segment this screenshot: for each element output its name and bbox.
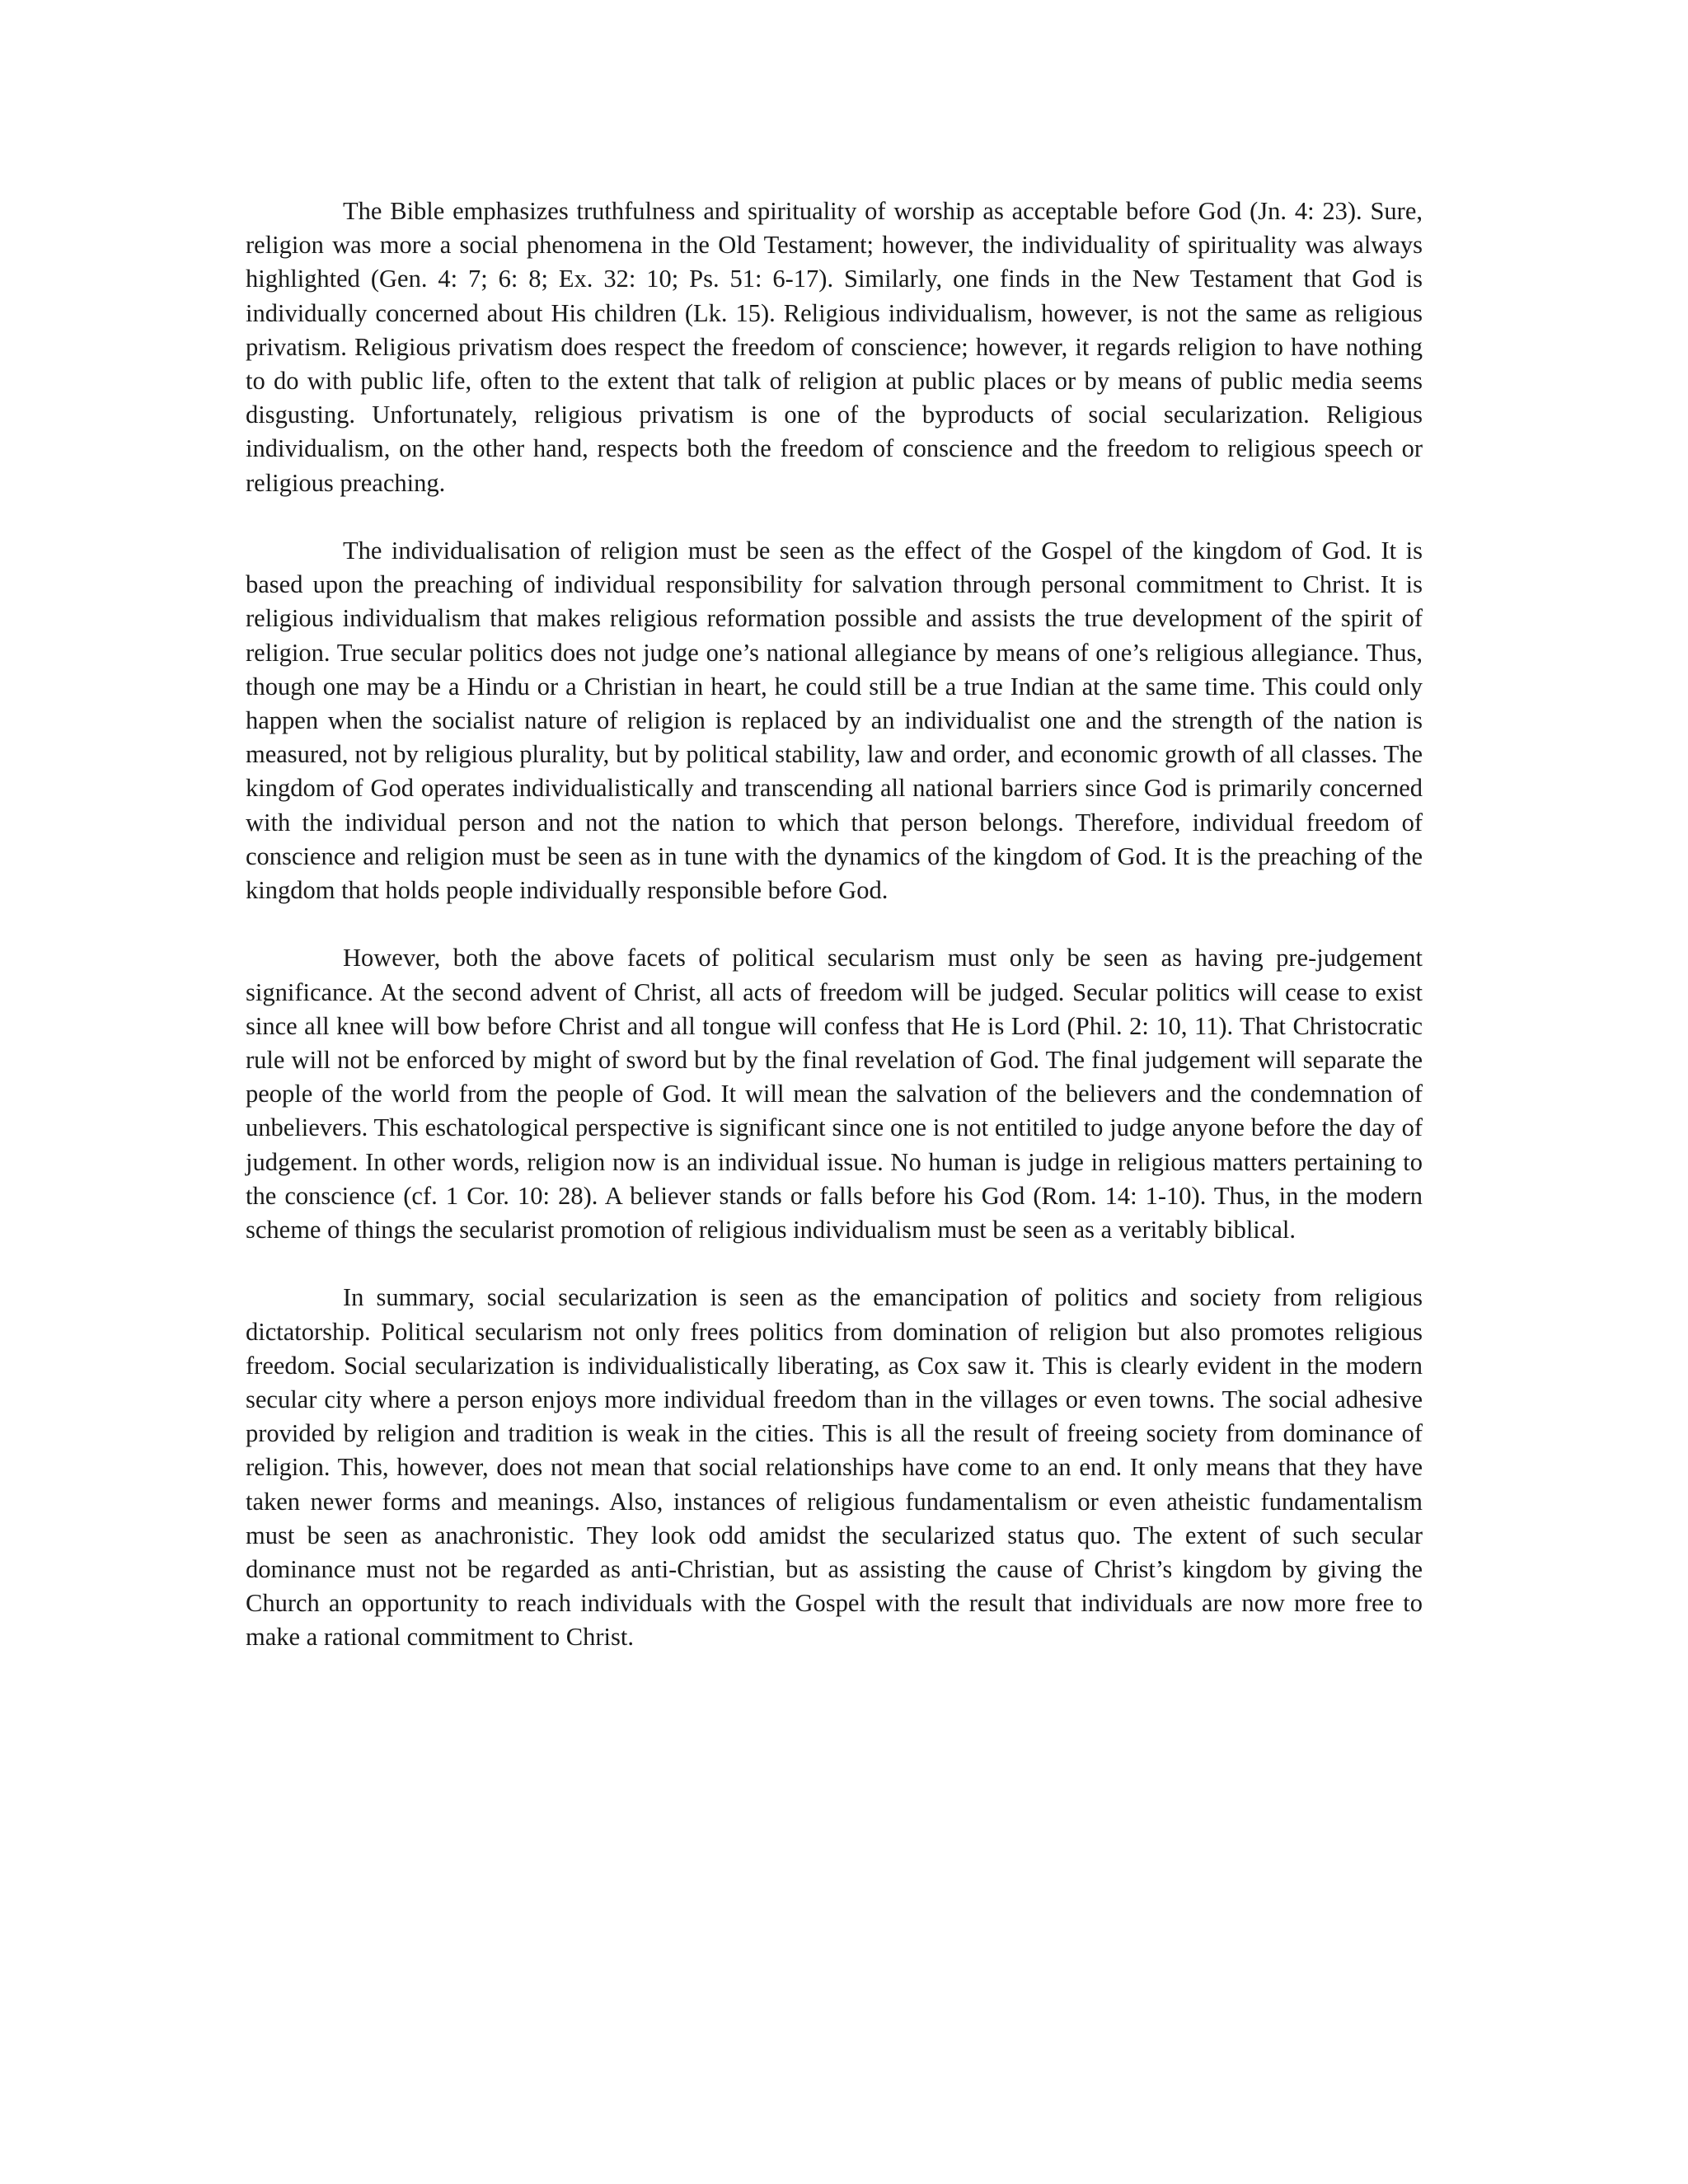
- paragraph-worship-individuality: The Bible emphasizes truthfulness and spirituality of worship as acceptable before God (Jn. 4: 23). Sure, religion was more a social phenomena in the Old Testament; however, the individuality of spirituality was always highlighted (Gen. 4: 7; 6: 8; Ex. 32: 10; Ps. 51: 6-17). Similarly, one finds in the New Testament that God is individually concerned about His children (Lk. 15). Religious individualism, however, is not the same as religious privatism. Religious privatism does respect the freedom of conscience; however, it regards religion to have nothing to do with public life, often to the extent that talk of religion at public places or by means of public media seems disgusting. Unfortunately, religious privatism is one of the byproducts of social secularization. Religious individualism, on the other hand, respects both the freedom of conscience and the freedom to religious speech or religious preaching.: [246, 197, 1423, 497]
- paragraph-individualisation-of-religion: The individualisation of religion must be seen as the effect of the Gospel of the kingdom of God. It is based upon the preaching of individual responsibility for salvation through personal commitment to Christ. It is religious individualism that makes religious reformation possible and assists the true development of the spirit of religion. True secular politics does not judge one’s national allegiance by means of one’s religious allegiance. Thus, though one may be a Hindu or a Christian in heart, he could still be a true Indian at the same time. This could only happen when the socialist nature of religion is replaced by an individualist one and the strength of the nation is measured, not by religious plurality, but by political stability, law and order, and economic growth of all classes. The kingdom of God operates individualistically and transcending all national barriers since God is primarily concerned with the individual person and not the nation to which that person belongs. Therefore, individual freedom of conscience and religion must be seen as in tune with the dynamics of the kingdom of God. It is the preaching of the kingdom that holds people individually responsible before God.: [246, 537, 1423, 905]
- paragraph-summary: In summary, social secularization is seen as the emancipation of politics and society from religious dictatorship. Political secularism not only frees politics from domination of religion but also promotes religious freedom. Social secularization is individualistically liberating, as Cox saw it. This is clearly evident in the modern secular city where a person enjoys more individual freedom than in the villages or even towns. The social adhesive provided by religion and tradition is weak in the cities. This is all the result of freeing society from dominance of religion. This, however, does not mean that social relationships have come to an end. It only means that they have taken newer forms and meanings. Also, instances of religious fundamentalism or even atheistic fundamentalism must be seen as anachronistic. They look odd amidst the secularized status quo. The extent of such secular dominance must not be regarded as anti-Christian, but as assisting the cause of Christ’s kingdom by giving the Church an opportunity to reach individuals with the Gospel with the result that individuals are now more free to make a rational commitment to Christ.: [246, 1283, 1423, 1652]
- paragraph-pre-judgement-significance: However, both the above facets of political secularism must only be seen as having pre-judgement significance. At the second advent of Christ, all acts of freedom will be judged. Secular politics will cease to exist since all knee will bow before Christ and all tongue will confess that He is Lord (Phil. 2: 10, 11). That Christocratic rule will not be enforced by might of sword but by the final revelation of God. The final judgement will separate the people of the world from the people of God. It will mean the salvation of the believers and the condemnation of unbelievers. This eschatological perspective is significant since one is not entitiled to judge anyone before the day of judgement. In other words, religion now is an individual issue. No human is judge in religious matters pertaining to the conscience (cf. 1 Cor. 10: 28). A believer stands or falls before his God (Rom. 14: 1-10). Thus, in the modern scheme of things the secularist promotion of religious individualism must be seen as a veritably biblical.: [246, 944, 1423, 1244]
- body-text: [246, 194, 1423, 1689]
